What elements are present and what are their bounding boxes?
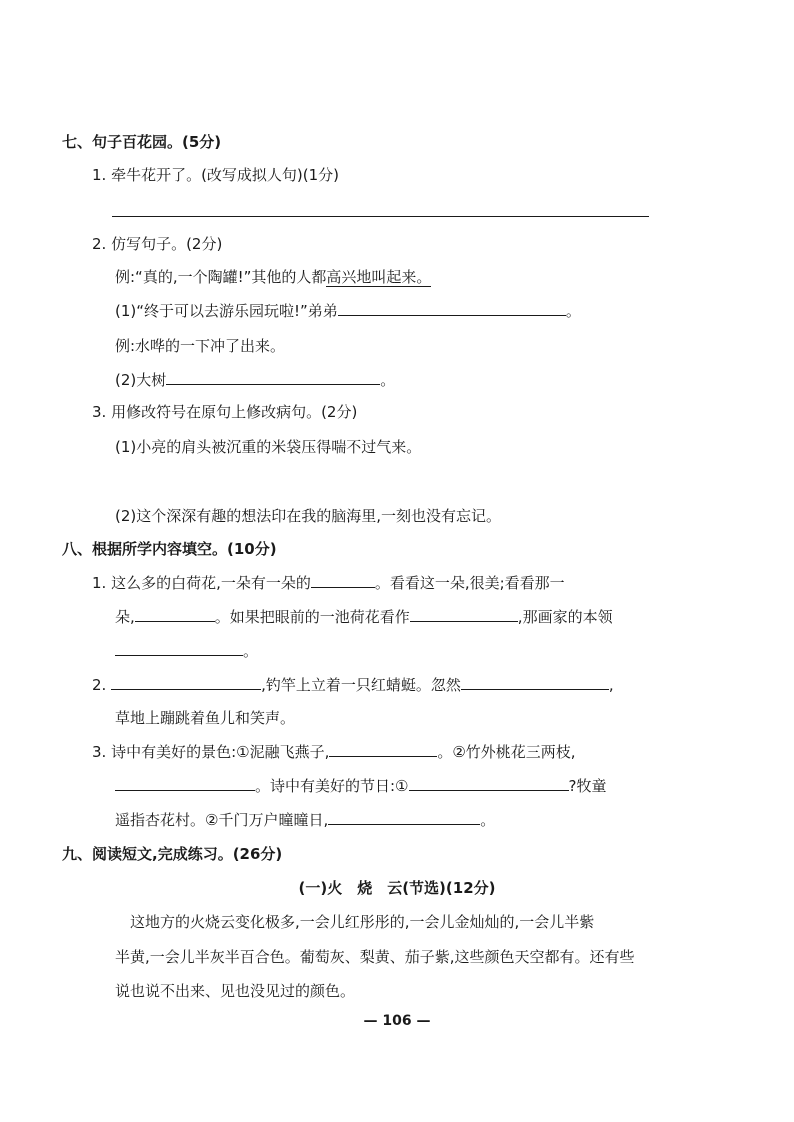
example-1-text: 例:“真的,一个陶罐!”其他的人都 <box>115 268 327 286</box>
q7-3-item-2: (2)这个深深有趣的想法印在我的脑海里,一刻也没有忘记。 <box>115 507 502 525</box>
q8-3-blank-4[interactable] <box>328 809 480 825</box>
q7-2-example-1 <box>115 266 431 288</box>
q8-1-line-1 <box>92 572 565 594</box>
item-1-end: 。 <box>565 302 581 320</box>
q8-1-text-a: 1. 这么多的白荷花,一朵有一朵的 <box>92 574 311 592</box>
q8-3-blank-1[interactable] <box>329 741 437 757</box>
q8-1-text-f: 。 <box>243 642 259 660</box>
q8-3-text-b: 。②竹外桃花三两枝, <box>437 743 576 761</box>
q8-2-text-b: ,钓竿上立着一只红蜻蜓。忽然 <box>261 676 461 694</box>
passage-line-2: 半黄,一会儿半灰半百合色。葡萄灰、梨黄、茄子紫,这些颜色天空都有。还有些 <box>115 948 635 966</box>
page-number: — 106 — <box>363 1013 431 1029</box>
q7-2-item-1 <box>115 300 581 322</box>
passage-title: (一)火 烧 云(节选)(12分) <box>298 879 496 897</box>
q8-1-text-c: 朵, <box>115 608 135 626</box>
q7-2-item-2 <box>115 369 395 391</box>
q7-3-item-1: (1)小亮的肩头被沉重的米袋压得喘不过气来。 <box>115 438 422 456</box>
q8-2-number: 2. <box>92 676 107 694</box>
q8-3-text-c: 。诗中有美好的节日:① <box>255 777 409 795</box>
q8-1-blank-1[interactable] <box>311 572 375 588</box>
q8-3-text-e: 遥指杏花村。②千门万户曈曈日, <box>115 811 329 829</box>
q7-3-prompt: 3. 用修改符号在原句上修改病句。(2分) <box>92 403 358 421</box>
q8-2-line-1 <box>92 674 614 696</box>
q7-2-item-2-blank[interactable] <box>166 369 380 385</box>
q8-1-blank-2[interactable] <box>135 606 215 622</box>
item-1-text: (1)“终于可以去游乐园玩啦!”弟弟 <box>115 302 338 320</box>
q8-1-text-b: 。看看这一朵,很美;看看那一 <box>374 574 565 592</box>
q7-1-prompt: 1. 牵牛花开了。(改写成拟人句)(1分) <box>92 166 340 184</box>
item-2-text: (2)大树 <box>115 371 167 389</box>
q8-3-text-f: 。 <box>480 811 496 829</box>
q7-2-example-2: 例:水哗的一下冲了出来。 <box>115 337 286 355</box>
section-9-title: 九、阅读短文,完成练习。(26分) <box>62 845 283 863</box>
q8-1-text-e: ,那画家的本领 <box>517 608 613 626</box>
q8-3-blank-2[interactable] <box>115 775 255 791</box>
q7-2-item-1-blank[interactable] <box>338 300 566 316</box>
section-7-title: 七、句子百花园。(5分) <box>62 133 222 151</box>
q8-1-blank-4[interactable] <box>115 640 243 656</box>
section-8-title: 八、根据所学内容填空。(10分) <box>62 540 277 558</box>
q8-3-line-1 <box>92 741 576 763</box>
q7-2-prompt: 2. 仿写句子。(2分) <box>92 235 223 253</box>
q8-2-blank-2[interactable] <box>461 674 609 690</box>
item-2-end: 。 <box>380 371 396 389</box>
q8-1-line-2 <box>115 606 613 628</box>
q8-3-text-d: ?牧童 <box>568 777 607 795</box>
q8-2-text-c: , <box>608 676 614 694</box>
q8-1-blank-3[interactable] <box>410 606 518 622</box>
q8-1-line-3 <box>115 640 258 662</box>
q8-3-line-3 <box>115 809 495 831</box>
q8-3-line-2 <box>115 775 606 797</box>
q8-3-text-a: 3. 诗中有美好的景色:①泥融飞燕子, <box>92 743 330 761</box>
example-1-underlined-text: 高兴地叫起来。 <box>326 268 432 286</box>
q7-1-answer-line[interactable] <box>112 216 649 217</box>
passage-line-1: 这地方的火烧云变化极多,一会儿红彤彤的,一会儿金灿灿的,一会儿半紫 <box>130 913 595 931</box>
q8-2-line-2: 草地上蹦跳着鱼儿和笑声。 <box>115 709 296 727</box>
passage-line-3: 说也说不出来、见也没见过的颜色。 <box>115 982 356 1000</box>
q8-2-blank-1[interactable] <box>111 674 261 690</box>
q8-3-blank-3[interactable] <box>409 775 569 791</box>
q8-1-text-d: 。如果把眼前的一池荷花看作 <box>214 608 410 626</box>
